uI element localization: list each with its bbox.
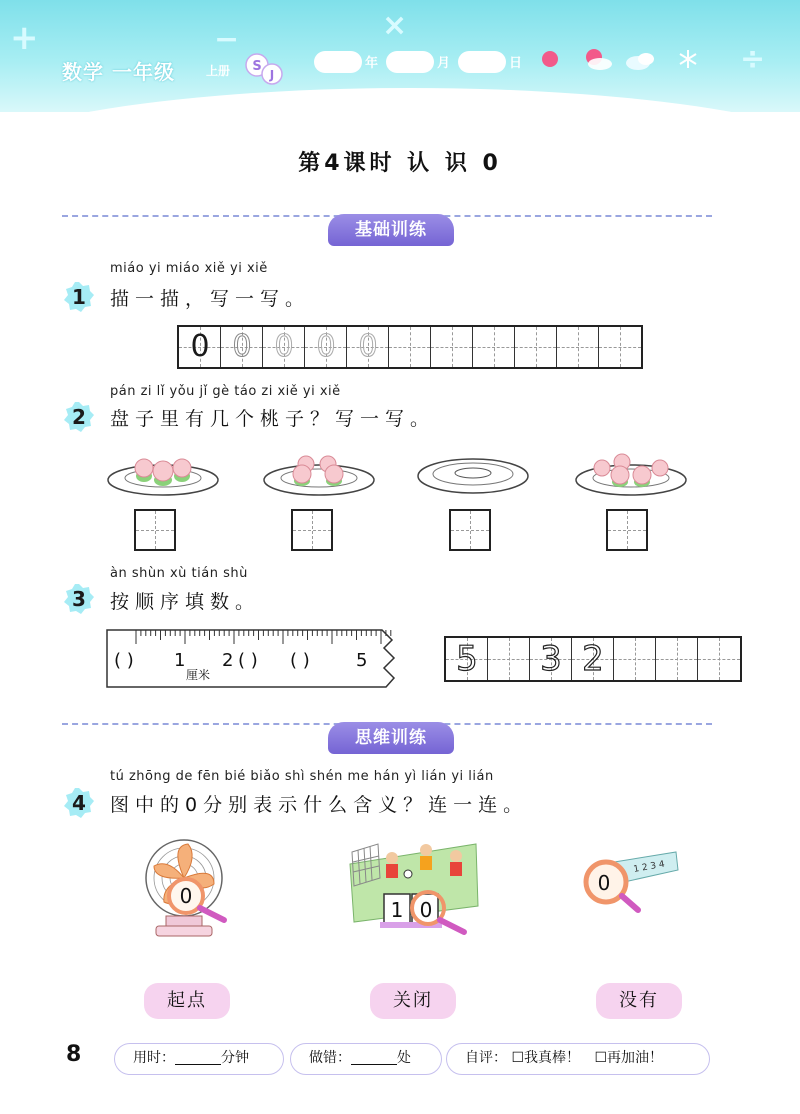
peach-icon bbox=[153, 461, 173, 486]
grid-cell-sample: 0 bbox=[179, 327, 221, 367]
grid-cell-blank[interactable] bbox=[557, 327, 599, 367]
ex4-pinyin: tú zhōng de fēn bié biǎo shì shén me hán yì lián yi lián bbox=[110, 769, 494, 784]
ruler-ticks-label: 1 2 3 4 bbox=[632, 859, 666, 875]
option-closed[interactable]: 关闭 bbox=[370, 983, 456, 1019]
day-label: 日 bbox=[509, 56, 523, 71]
svg-text:J: J bbox=[269, 68, 275, 82]
sequence-grid bbox=[444, 636, 742, 682]
sj-logo bbox=[244, 52, 284, 86]
answer-box-plate-1[interactable] bbox=[134, 509, 176, 551]
ex4-instruction: 图中的0分别表示什么含义？连一连。 bbox=[110, 794, 529, 816]
option-none[interactable]: 没有 bbox=[596, 983, 682, 1019]
ex3-instruction: 按顺序填数。 bbox=[110, 591, 261, 613]
month-label: 月 bbox=[437, 56, 451, 71]
ruler-magnifier-picture bbox=[580, 846, 680, 918]
player-icon bbox=[450, 850, 462, 876]
empty-plate bbox=[416, 446, 530, 498]
option-great-checkbox[interactable]: ☐我真棒！ bbox=[511, 1050, 581, 1066]
errors-field bbox=[290, 1043, 442, 1075]
player-icon bbox=[386, 852, 398, 878]
peach-icon bbox=[611, 466, 629, 487]
day-field[interactable] bbox=[458, 51, 506, 73]
ruler-blank-3[interactable]: ( ) bbox=[238, 650, 258, 671]
ruler-label-1: 1 bbox=[174, 650, 186, 671]
peach-icon bbox=[135, 459, 153, 482]
ruler-unit: 厘米 bbox=[186, 668, 211, 682]
svg-text:1: 1 bbox=[390, 898, 404, 922]
peach-icon bbox=[293, 465, 311, 486]
errors-label: 做错： bbox=[309, 1050, 351, 1066]
subject-grade: 数学 一年级 bbox=[62, 60, 175, 84]
errors-unit: 处 bbox=[397, 1050, 411, 1066]
self-eval-field bbox=[446, 1043, 710, 1075]
answer-box-plate-3[interactable] bbox=[449, 509, 491, 551]
month-field[interactable] bbox=[386, 51, 434, 73]
seq-cell[interactable]: 2 bbox=[572, 638, 614, 680]
option-start-point[interactable]: 起点 bbox=[144, 983, 230, 1019]
ex4-number-badge: 4 bbox=[62, 786, 96, 820]
svg-text:0: 0 bbox=[419, 898, 433, 922]
ruler-label-2: 2 bbox=[222, 650, 234, 671]
peach-icon bbox=[652, 460, 668, 476]
svg-text:0: 0 bbox=[597, 871, 611, 895]
ruler-blank-1[interactable]: ( ) bbox=[114, 650, 134, 671]
partly-cloudy-icon bbox=[586, 49, 612, 70]
peach-icon bbox=[594, 460, 610, 476]
ruler-blank-4[interactable]: ( ) bbox=[290, 650, 310, 671]
seq-cell[interactable] bbox=[488, 638, 530, 680]
ruler-label-5: 5 bbox=[356, 650, 368, 671]
divide-decoration: ÷ bbox=[740, 42, 766, 77]
grid-cell-blank[interactable] bbox=[389, 327, 431, 367]
electric-fan-picture bbox=[140, 836, 236, 940]
header-curve bbox=[0, 88, 800, 112]
peach-icon bbox=[173, 459, 191, 482]
volume-label: 上册 bbox=[206, 64, 231, 78]
player-icon bbox=[420, 844, 432, 870]
plate-with-peaches-1 bbox=[106, 446, 220, 498]
page-number: 8 bbox=[66, 1042, 82, 1067]
section-banner-basic: 基础训练 bbox=[328, 214, 454, 246]
errors-blank[interactable] bbox=[351, 1049, 397, 1065]
seq-cell[interactable]: 3 bbox=[530, 638, 572, 680]
peach-icon bbox=[325, 465, 343, 486]
cloudy-icon bbox=[626, 53, 654, 70]
soccer-ball-icon bbox=[404, 870, 412, 878]
svg-text:S: S bbox=[252, 59, 262, 74]
ex1-instruction: 描一描，写一写。 bbox=[110, 288, 311, 310]
self-eval-label: 自评： bbox=[465, 1050, 507, 1066]
option-try-checkbox[interactable]: ☐再加油！ bbox=[594, 1050, 664, 1066]
time-spent-field bbox=[114, 1043, 284, 1075]
peach-icon bbox=[633, 466, 651, 487]
fan-dial-digit: 0 bbox=[179, 884, 193, 908]
ex2-instruction: 盘子里有几个桃子？写一写。 bbox=[110, 408, 436, 430]
grid-cell-blank[interactable] bbox=[599, 327, 641, 367]
ex2-number-badge: 2 bbox=[62, 400, 96, 434]
grid-cell-blank[interactable] bbox=[431, 327, 473, 367]
year-field[interactable] bbox=[314, 51, 362, 73]
soccer-match-picture bbox=[344, 836, 486, 940]
ex2-pinyin: pán zi lǐ yǒu jǐ gè táo zi xiě yi xiě bbox=[110, 384, 341, 399]
page-header bbox=[0, 0, 800, 112]
time-blank[interactable] bbox=[175, 1049, 221, 1065]
ex3-number-badge: 3 bbox=[62, 582, 96, 616]
grid-cell-blank[interactable] bbox=[515, 327, 557, 367]
grid-cell-trace[interactable]: 0 bbox=[263, 327, 305, 367]
seq-cell[interactable]: 5 bbox=[446, 638, 488, 680]
section-banner-thinking: 思维训练 bbox=[328, 722, 454, 754]
answer-box-plate-2[interactable] bbox=[291, 509, 333, 551]
time-label: 用时： bbox=[133, 1050, 175, 1066]
plus-decoration: + bbox=[10, 18, 39, 58]
sunny-icon bbox=[542, 51, 558, 67]
ex1-pinyin: miáo yi miáo xiě yi xiě bbox=[110, 261, 268, 276]
plate-with-peaches-4 bbox=[574, 446, 688, 498]
time-unit: 分钟 bbox=[221, 1050, 249, 1066]
seq-cell[interactable] bbox=[656, 638, 698, 680]
year-label: 年 bbox=[365, 56, 379, 71]
ex3-pinyin: àn shùn xù tián shù bbox=[110, 566, 248, 581]
minus-decoration: − bbox=[214, 22, 240, 57]
snow-icon bbox=[680, 50, 696, 68]
lesson-title: 第4课时 认 识 0 bbox=[298, 151, 502, 176]
ex1-number-badge: 1 bbox=[62, 280, 96, 314]
seq-cell[interactable] bbox=[698, 638, 740, 680]
seq-cell[interactable] bbox=[614, 638, 656, 680]
grid-cell-blank[interactable] bbox=[473, 327, 515, 367]
answer-box-plate-4[interactable] bbox=[606, 509, 648, 551]
grid-cell-trace[interactable]: 0 bbox=[305, 327, 347, 367]
times-decoration: × bbox=[382, 8, 408, 43]
plate-with-peaches-2 bbox=[262, 446, 376, 498]
grid-cell-trace[interactable]: 0 bbox=[347, 327, 389, 367]
grid-cell-trace[interactable]: 0 bbox=[221, 327, 263, 367]
weather-icons bbox=[538, 46, 698, 80]
ex1-writing-grid bbox=[177, 325, 643, 369]
